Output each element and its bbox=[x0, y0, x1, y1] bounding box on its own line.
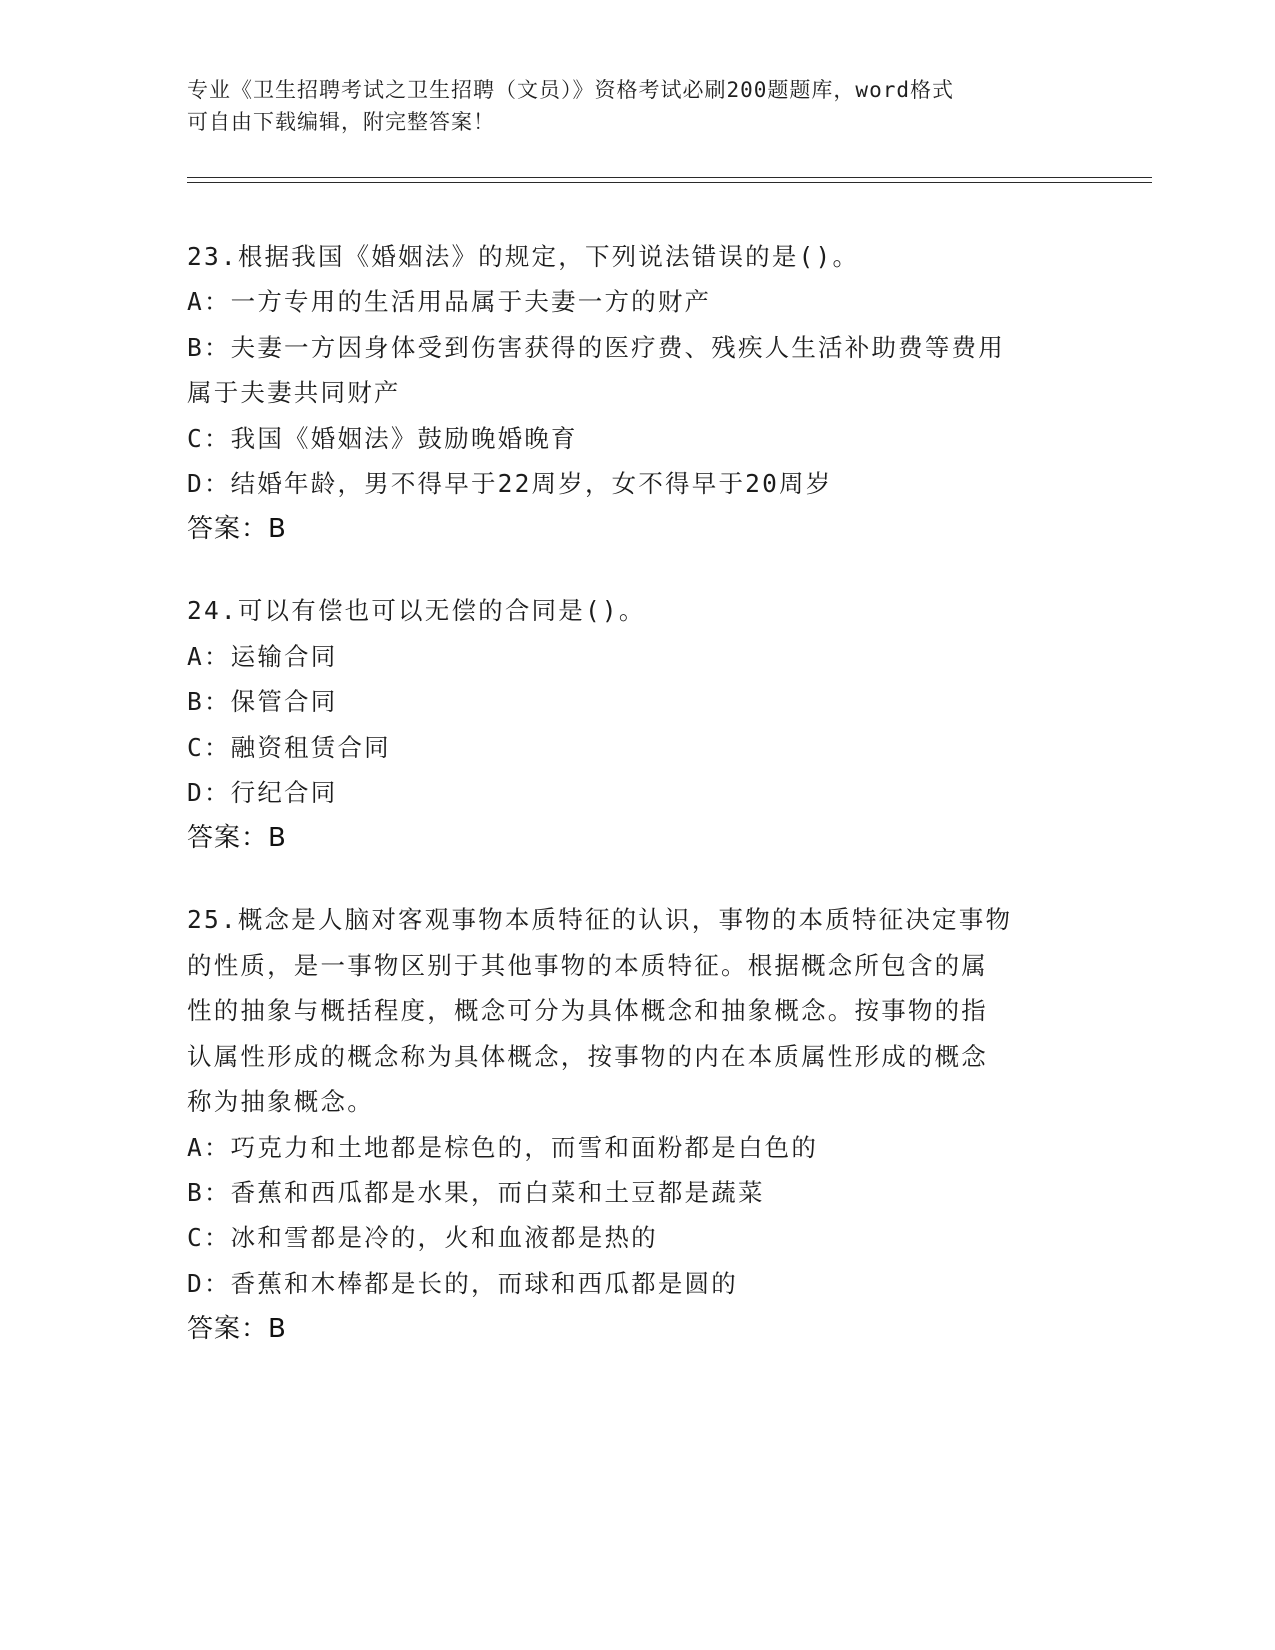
option-a: A：一方专用的生活用品属于夫妻一方的财产 bbox=[187, 287, 712, 317]
question-24 bbox=[187, 588, 1087, 861]
answer-label: 答案：B bbox=[187, 1314, 287, 1345]
option-b: B：香蕉和西瓜都是水果，而白菜和土豆都是蔬菜 bbox=[187, 1177, 765, 1207]
header-divider-top bbox=[187, 177, 1152, 178]
option-b: B：夫妻一方因身体受到伤害获得的医疗费、残疾人生活补助费等费用 bbox=[187, 332, 1005, 362]
answer-label: 答案：B bbox=[187, 514, 287, 545]
option-a: A：运输合同 bbox=[187, 641, 338, 671]
header-line-1: 专业《卫生招聘考试之卫生招聘（文员）》资格考试必刷200题题库，word格式 bbox=[187, 78, 954, 102]
question-stem-line-4: 认属性形成的概念称为具体概念，按事物的内在本质属性形成的概念 bbox=[187, 1041, 988, 1071]
option-c: C：我国《婚姻法》鼓励晚婚晚育 bbox=[187, 423, 578, 453]
question-23 bbox=[187, 234, 1087, 552]
question-stem-line-2: 的性质，是一事物区别于其他事物的本质特征。根据概念所包含的属 bbox=[187, 950, 988, 980]
question-stem: 25.概念是人脑对客观事物本质特征的认识，事物的本质特征决定事物 bbox=[187, 905, 1013, 935]
option-b-continued: 属于夫妻共同财产 bbox=[187, 378, 401, 408]
header-line-2: 可自由下载编辑，附完整答案！ bbox=[187, 110, 495, 134]
question-25 bbox=[187, 897, 1087, 1352]
option-c: C：冰和雪都是冷的，火和血液都是热的 bbox=[187, 1223, 658, 1253]
option-d: D：香蕉和木棒都是长的，而球和西瓜都是圆的 bbox=[187, 1268, 738, 1298]
option-c: C：融资租赁合同 bbox=[187, 732, 391, 762]
question-stem: 24.可以有偿也可以无偿的合同是()。 bbox=[187, 596, 646, 626]
question-stem-line-3: 性的抽象与概括程度，概念可分为具体概念和抽象概念。按事物的指 bbox=[187, 996, 988, 1026]
question-stem-line-5: 称为抽象概念。 bbox=[187, 1087, 374, 1117]
question-list bbox=[187, 234, 1087, 1388]
option-b: B：保管合同 bbox=[187, 687, 338, 717]
document-header bbox=[187, 74, 1067, 138]
option-d: D：结婚年龄，男不得早于22周岁，女不得早于20周岁 bbox=[187, 469, 833, 499]
question-stem: 23.根据我国《婚姻法》的规定，下列说法错误的是()。 bbox=[187, 242, 860, 271]
header-divider-bottom bbox=[187, 182, 1152, 183]
answer-label: 答案：B bbox=[187, 823, 287, 854]
option-d: D：行纪合同 bbox=[187, 778, 338, 808]
option-a: A：巧克力和土地都是棕色的，而雪和面粉都是白色的 bbox=[187, 1132, 819, 1162]
